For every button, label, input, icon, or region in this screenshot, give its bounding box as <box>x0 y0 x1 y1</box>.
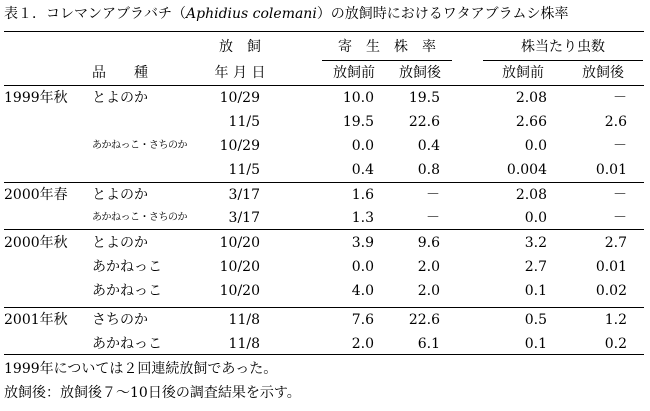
cell-release-date: 10/20 <box>219 283 260 299</box>
cell-count-after: 2.7 <box>604 235 627 251</box>
cell-variety: さちのか <box>92 312 148 328</box>
cell-season: 2000年春 <box>4 187 68 203</box>
cell-parasitism-after: － <box>426 210 440 226</box>
cell-release-date: 3/17 <box>228 187 260 203</box>
footnote-2: 放飼後：放飼後７～10日後の調査結果を示す。 <box>4 385 301 401</box>
cell-variety: とよのか <box>92 235 148 251</box>
cell-variety: あかねっこ・さちのか <box>92 140 187 151</box>
footnote-1: 1999年については２回連続放飼であった。 <box>4 361 278 377</box>
cell-count-after: 0.02 <box>595 283 627 299</box>
header-date: 年 月 日 <box>214 65 266 81</box>
header-parasitism-before: 放飼前 <box>333 65 375 81</box>
cell-variety: あかねっこ <box>92 283 162 299</box>
cell-parasitism-after: 22.6 <box>408 114 440 130</box>
per-plant-underline <box>483 60 643 61</box>
cell-release-date: 10/29 <box>219 90 260 106</box>
cell-count-before: 2.7 <box>524 259 547 275</box>
cell-season: 2000年秋 <box>4 235 68 251</box>
title-suffix: ）の放飼時におけるワタアブラムシ株率 <box>316 6 569 22</box>
cell-release-date: 11/8 <box>228 336 260 352</box>
cell-parasitism-before: 1.6 <box>351 187 374 203</box>
cell-count-before: 0.0 <box>524 138 547 154</box>
cell-variety: とよのか <box>92 187 148 203</box>
cell-season: 1999年秋 <box>4 90 68 106</box>
cell-count-after: 0.01 <box>595 259 627 275</box>
header-aphids-per-plant: 株当たり虫数 <box>521 39 605 55</box>
cell-count-before: 0.1 <box>524 336 547 352</box>
cell-parasitism-after: － <box>426 187 440 203</box>
cell-season: 2001年秋 <box>4 312 68 328</box>
cell-parasitism-after: 0.8 <box>417 162 440 178</box>
cell-count-after: － <box>613 90 627 106</box>
cell-release-date: 11/8 <box>228 312 260 328</box>
cell-count-after: － <box>613 210 627 226</box>
title-species-italic: Aphidius colemani <box>186 6 317 22</box>
cell-parasitism-before: 4.0 <box>351 283 374 299</box>
cell-count-before: 2.08 <box>515 90 547 106</box>
cell-count-after: － <box>613 138 627 154</box>
cell-parasitism-after: 0.4 <box>417 138 440 154</box>
cell-variety: あかねっこ・さちのか <box>92 212 187 223</box>
cell-parasitism-after: 9.6 <box>417 235 440 251</box>
cell-count-before: 0.1 <box>524 283 547 299</box>
table-title <box>4 5 569 23</box>
cell-release-date: 3/17 <box>228 210 260 226</box>
cell-count-after: 0.01 <box>595 162 627 178</box>
cell-parasitism-after: 2.0 <box>417 259 440 275</box>
cell-parasitism-after: 22.6 <box>408 312 440 328</box>
header-count-after: 放飼後 <box>582 65 624 81</box>
cell-count-after: 1.2 <box>604 312 627 328</box>
header-count-before: 放飼前 <box>502 65 544 81</box>
cell-release-date: 10/20 <box>219 235 260 251</box>
cell-count-after: － <box>613 187 627 203</box>
cell-release-date: 11/5 <box>228 114 260 130</box>
cell-parasitism-before: 10.0 <box>342 90 374 106</box>
cell-release-date: 10/29 <box>219 138 260 154</box>
cell-parasitism-before: 0.0 <box>351 138 374 154</box>
cell-count-after: 0.2 <box>604 336 627 352</box>
header-parasitism-rate: 寄 生 株 率 <box>338 39 436 55</box>
table-top-rule <box>4 31 644 32</box>
cell-parasitism-before: 2.0 <box>351 336 374 352</box>
cell-parasitism-before: 0.4 <box>351 162 374 178</box>
cell-parasitism-before: 7.6 <box>351 312 374 328</box>
cell-count-before: 0.0 <box>524 210 547 226</box>
cell-parasitism-after: 2.0 <box>417 283 440 299</box>
cell-parasitism-after: 6.1 <box>417 336 440 352</box>
header-variety: 品 種 <box>92 65 148 81</box>
cell-count-before: 3.2 <box>524 235 547 251</box>
cell-variety: とよのか <box>92 90 148 106</box>
cell-count-before: 0.004 <box>506 162 547 178</box>
header-release: 放 飼 <box>219 39 261 55</box>
cell-release-date: 10/20 <box>219 259 260 275</box>
cell-count-before: 2.66 <box>515 114 547 130</box>
cell-parasitism-before: 1.3 <box>351 210 374 226</box>
title-prefix: 表１．コレマンアブラバチ（ <box>4 6 186 22</box>
group-rule-3 <box>4 307 644 308</box>
header-bottom-rule <box>4 85 644 86</box>
parasitism-underline <box>322 60 452 61</box>
header-parasitism-after: 放飼後 <box>399 65 441 81</box>
cell-parasitism-before: 19.5 <box>342 114 374 130</box>
cell-count-before: 0.5 <box>524 312 547 328</box>
cell-variety: あかねっこ <box>92 336 162 352</box>
group-rule-2 <box>4 229 644 230</box>
cell-parasitism-before: 3.9 <box>351 235 374 251</box>
group-rule-1 <box>4 182 644 183</box>
cell-count-before: 2.08 <box>515 187 547 203</box>
cell-count-after: 2.6 <box>604 114 627 130</box>
cell-parasitism-before: 0.0 <box>351 259 374 275</box>
cell-release-date: 11/5 <box>228 162 260 178</box>
cell-variety: あかねっこ <box>92 259 162 275</box>
table-bottom-rule <box>4 354 644 355</box>
cell-parasitism-after: 19.5 <box>408 90 440 106</box>
